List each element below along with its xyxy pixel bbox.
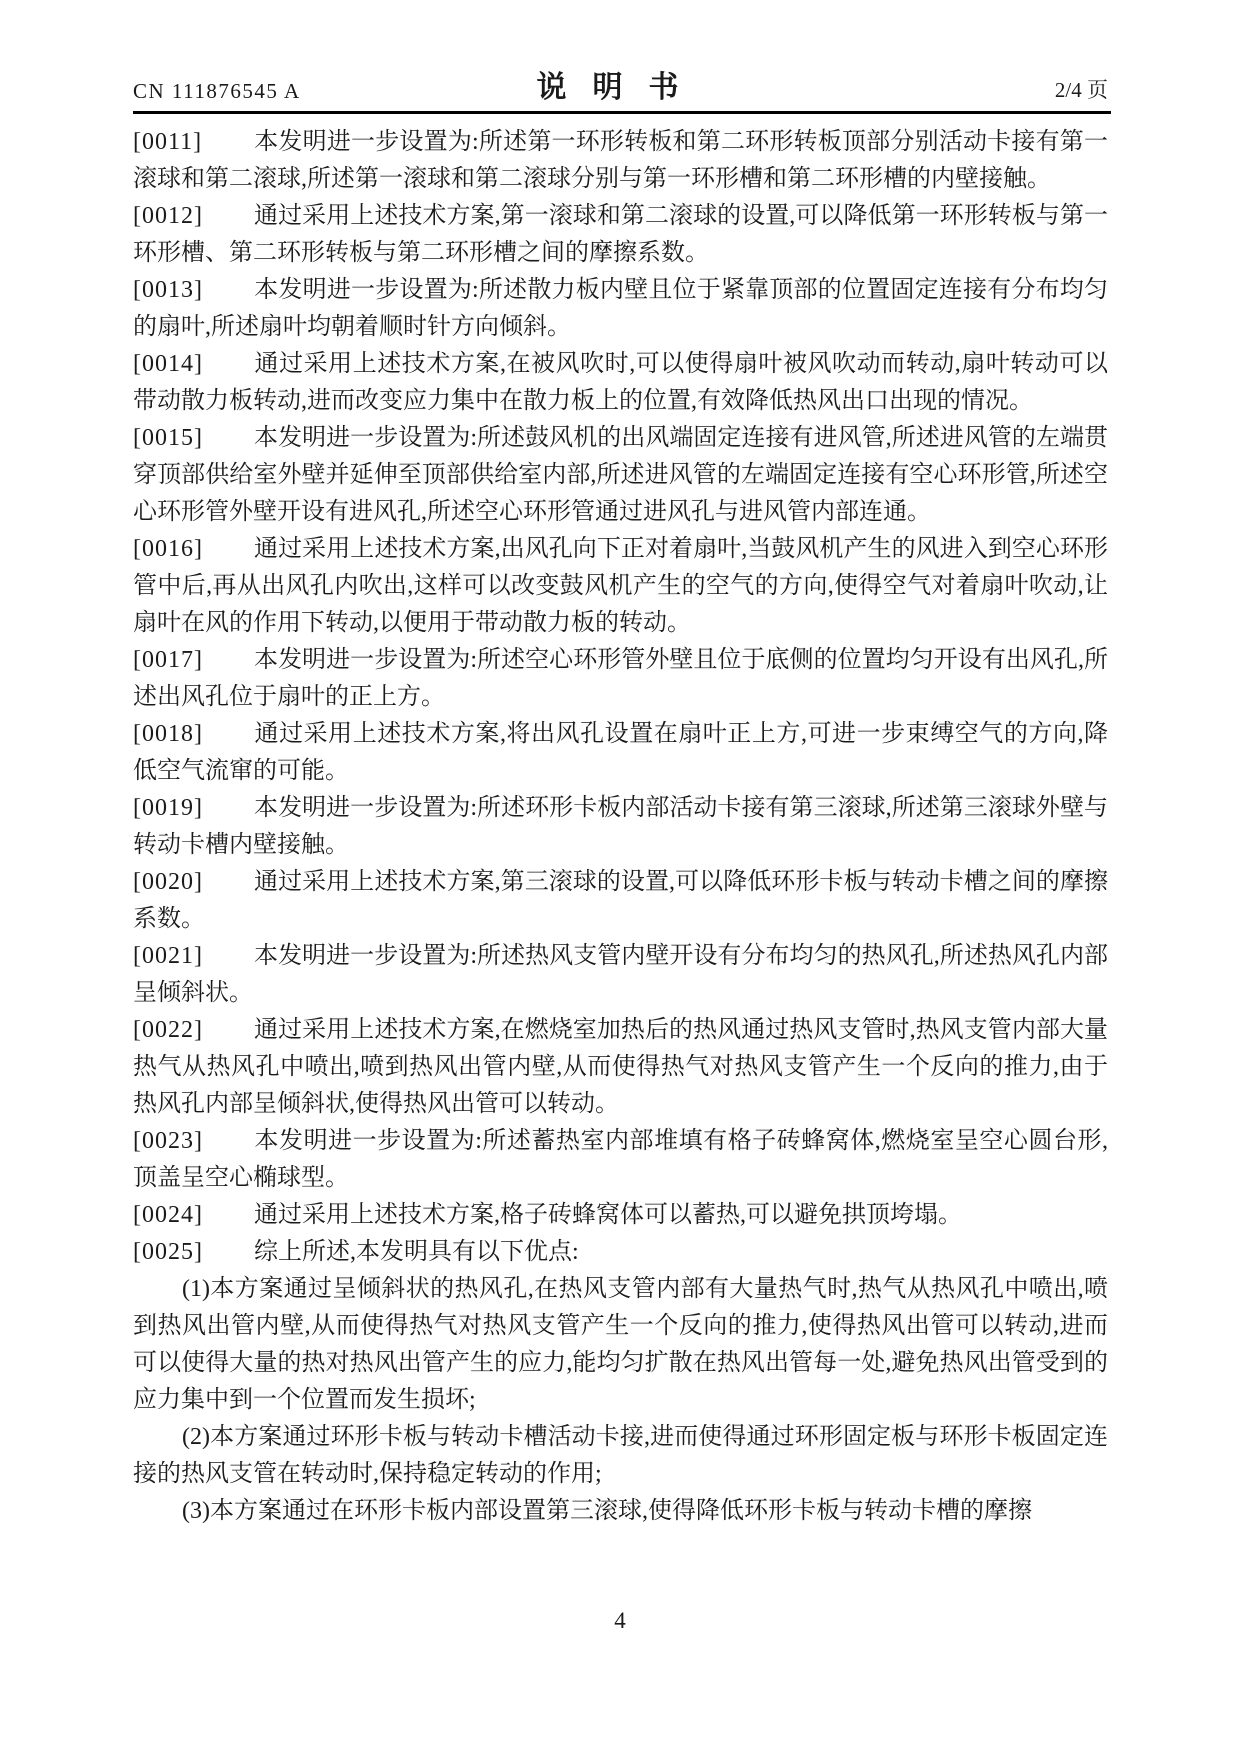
paragraph-0019 — [133, 790, 1108, 864]
paragraph-0024 — [133, 1197, 1108, 1234]
paragraph-0011 — [133, 124, 1108, 198]
document-number: CN 111876545 A — [133, 79, 301, 103]
paragraph-text: 本发明进一步设置为:所述热风支管内壁开设有分布均匀的热风孔,所述热风孔内部呈倾斜状。 — [133, 943, 1108, 1006]
paragraph-text: 本发明进一步设置为:所述散力板内壁且位于紧靠顶部的位置固定连接有分布均匀的扇叶,所述扇叶均朝着顺时针方向倾斜。 — [133, 277, 1108, 340]
paragraph-text: 通过采用上述技术方案,出风孔向下正对着扇叶,当鼓风机产生的风进入到空心环形管中后,再从出风孔内吹出,这样可以改变鼓风机产生的空气的方向,使得空气对着扇叶吹动,让扇叶在风的作用下转动,以便用于带动散力板的转动。 — [133, 536, 1108, 636]
paragraph-text: (1)本方案通过呈倾斜状的热风孔,在热风支管内部有大量热气时,热气从热风孔中喷出,喷到热风出管内壁,从而使得热气对热风支管产生一个反向的推力,使得热风出管可以转动,进而可以使得大量的热对热风出管产生的应力,能均匀扩散在热风出管每一处,避免热风出管受到的应力集中到一个位置而发生损坏; — [133, 1276, 1108, 1413]
paragraph-text: 本发明进一步设置为:所述第一环形转板和第二环形转板顶部分别活动卡接有第一滚球和第二滚球,所述第一滚球和第二滚球分别与第一环形槽和第二环形槽的内壁接触。 — [133, 129, 1108, 192]
paragraph-text: 本发明进一步设置为:所述空心环形管外壁且位于底侧的位置均匀开设有出风孔,所述出风孔位于扇叶的正上方。 — [133, 647, 1108, 710]
paragraph-0016 — [133, 531, 1108, 642]
paragraph-tag: [0016] — [133, 536, 203, 562]
page-indicator: 2/4 页 — [1054, 78, 1108, 102]
paragraph-tag: [0018] — [133, 721, 203, 747]
paragraph-tag: [0025] — [133, 1239, 203, 1265]
paragraph-0025 — [133, 1234, 1108, 1271]
paragraph-0022 — [133, 1012, 1108, 1123]
paragraph-tag: [0020] — [133, 869, 203, 895]
paragraph-0012 — [133, 198, 1108, 272]
paragraph-text: 通过采用上述技术方案,第一滚球和第二滚球的设置,可以降低第一环形转板与第一环形槽、第二环形转板与第二环形槽之间的摩擦系数。 — [133, 203, 1108, 266]
paragraph-tag: [0022] — [133, 1017, 203, 1043]
paragraph-tag: [0013] — [133, 277, 203, 303]
paragraph-tag: [0021] — [133, 943, 203, 969]
advantage-item — [133, 1493, 1108, 1530]
paragraph-text: (2)本方案通过环形卡板与转动卡槽活动卡接,进而使得通过环形固定板与环形卡板固定连接的热风支管在转动时,保持稳定转动的作用; — [133, 1424, 1108, 1487]
paragraph-text: 通过采用上述技术方案,格子砖蜂窝体可以蓄热,可以避免拱顶垮塌。 — [254, 1202, 962, 1228]
advantage-item — [133, 1419, 1108, 1493]
paragraph-tag: [0023] — [133, 1128, 203, 1154]
paragraph-0017 — [133, 642, 1108, 716]
paragraph-0013 — [133, 272, 1108, 346]
paragraph-0014 — [133, 346, 1108, 420]
paragraph-tag: [0014] — [133, 351, 203, 377]
advantage-item — [133, 1271, 1108, 1419]
page-number: 4 — [614, 1608, 626, 1633]
document-title: 说明书 — [536, 71, 705, 104]
header-rule — [133, 111, 1111, 114]
paragraph-tag: [0011] — [133, 129, 203, 155]
paragraph-text: 本发明进一步设置为:所述鼓风机的出风端固定连接有进风管,所述进风管的左端贯穿顶部供给室外壁并延伸至顶部供给室内部,所述进风管的左端固定连接有空心环形管,所述空心环形管外壁开设有进风孔,所述空心环形管通过进风孔与进风管内部连通。 — [133, 425, 1108, 525]
paragraph-text: 本发明进一步设置为:所述环形卡板内部活动卡接有第三滚球,所述第三滚球外壁与转动卡槽内壁接触。 — [133, 795, 1108, 858]
paragraph-text: 通过采用上述技术方案,在被风吹时,可以使得扇叶被风吹动而转动,扇叶转动可以带动散力板转动,进而改变应力集中在散力板上的位置,有效降低热风出口出现的情况。 — [133, 351, 1108, 414]
paragraph-tag: [0012] — [133, 203, 203, 229]
paragraph-text: (3)本方案通过在环形卡板内部设置第三滚球,使得降低环形卡板与转动卡槽的摩擦 — [182, 1498, 1032, 1524]
paragraph-0021 — [133, 938, 1108, 1012]
paragraph-tag: [0019] — [133, 795, 203, 821]
paragraph-0018 — [133, 716, 1108, 790]
paragraph-text: 综上所述,本发明具有以下优点: — [254, 1239, 579, 1265]
paragraph-text: 通过采用上述技术方案,将出风孔设置在扇叶正上方,可进一步束缚空气的方向,降低空气流窜的可能。 — [133, 721, 1108, 784]
paragraph-tag: [0017] — [133, 647, 203, 673]
page-header — [133, 68, 1108, 104]
paragraph-tag: [0024] — [133, 1202, 203, 1228]
document-body — [133, 124, 1108, 1530]
paragraph-text: 本发明进一步设置为:所述蓄热室内部堆填有格子砖蜂窝体,燃烧室呈空心圆台形,顶盖呈空心椭球型。 — [133, 1128, 1108, 1191]
paragraph-tag: [0015] — [133, 425, 203, 451]
paragraph-text: 通过采用上述技术方案,在燃烧室加热后的热风通过热风支管时,热风支管内部大量热气从热风孔中喷出,喷到热风出管内壁,从而使得热气对热风支管产生一个反向的推力,由于热风孔内部呈倾斜状,使得热风出管可以转动。 — [133, 1017, 1108, 1117]
paragraph-text: 通过采用上述技术方案,第三滚球的设置,可以降低环形卡板与转动卡槽之间的摩擦系数。 — [133, 869, 1108, 932]
paragraph-0023 — [133, 1123, 1108, 1197]
paragraph-0020 — [133, 864, 1108, 938]
paragraph-0015 — [133, 420, 1108, 531]
